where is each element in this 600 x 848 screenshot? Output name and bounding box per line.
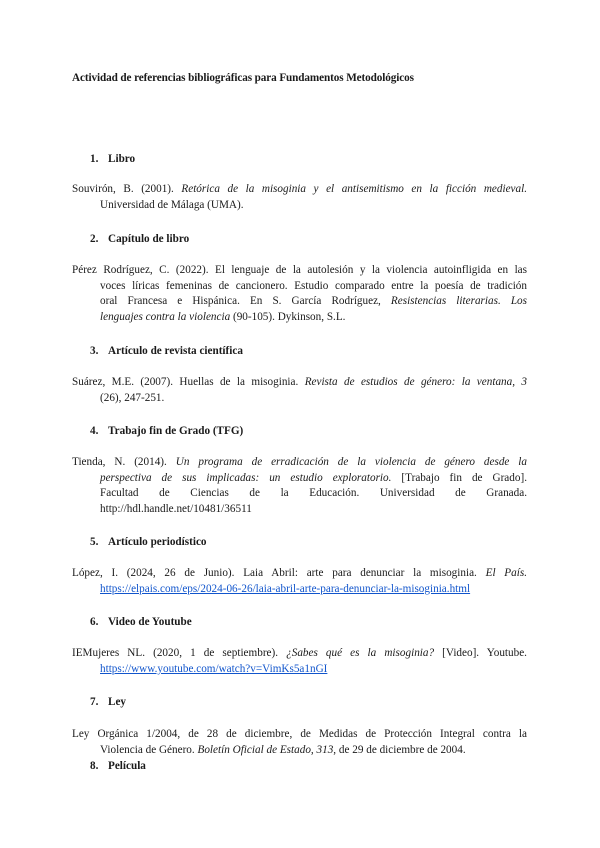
ref-italic-title: El País. <box>485 567 527 579</box>
ref-italic-title: Boletín Oficial de Estado, 313 <box>197 743 334 756</box>
section-heading-revista <box>90 345 243 357</box>
section-number: 5. <box>90 536 99 548</box>
ref-text: [Trabajo fin de Grado]. <box>391 471 527 484</box>
ref-text: oral Francesa e Hispánica. En S. García Rodríguez, <box>100 295 391 308</box>
ref-italic-title: Revista de estudios de género: la ventana, 3 <box>304 376 527 388</box>
ref-italic-title: Resistencias literarias. Los <box>390 295 527 308</box>
reference-youtube <box>72 646 527 677</box>
ref-text: (90-105). Dykinson, S.L. <box>230 310 346 323</box>
ref-text: Souvirón, B. (2001). <box>72 183 182 195</box>
ref-italic-title: Retórica de la misoginia y el antisemitismo en la ficción medieval. <box>181 183 527 195</box>
section-title: Artículo de revista científica <box>108 345 243 357</box>
section-title: Película <box>108 760 146 772</box>
ref-text: (26), 247-251. <box>100 391 165 404</box>
reference-ley <box>72 727 527 758</box>
section-title: Ley <box>108 696 127 708</box>
youtube-link[interactable]: https://www.youtube.com/watch?v=VimKs5a1nGI <box>100 662 328 675</box>
section-heading-tfg <box>90 425 243 437</box>
section-number: 2. <box>90 233 99 245</box>
section-heading-libro <box>90 153 135 165</box>
reference-capitulo <box>72 263 527 325</box>
section-number: 8. <box>90 760 99 772</box>
ref-text: Tienda, N. (2014). <box>72 456 176 468</box>
section-number: 3. <box>90 345 99 357</box>
ref-italic-title: lenguajes contra la violencia <box>100 310 231 323</box>
ref-text: Suárez, M.E. (2007). Huellas de la misoginia. <box>72 376 305 388</box>
ref-text: IEMujeres NL. (2020, 1 de septiembre). <box>72 647 287 659</box>
ref-text: Facultad de Ciencias de la Educación. Universidad de Granada. <box>100 487 527 500</box>
reference-tfg <box>72 455 527 517</box>
ref-text: López, I. (2024, 26 de Junio). Laia Abril: arte para denunciar la misoginia. <box>72 567 486 579</box>
section-title: Capítulo de libro <box>108 233 190 245</box>
ref-text: Violencia de Género. <box>100 743 198 756</box>
ref-text: http://hdl.handle.net/10481/36511 <box>100 502 252 515</box>
section-heading-capitulo <box>90 233 189 245</box>
section-title: Video de Youtube <box>108 616 192 628</box>
reference-revista <box>72 375 527 406</box>
section-number: 7. <box>90 696 99 708</box>
section-number: 4. <box>90 425 99 437</box>
ref-italic-title: perspectiva de sus implicadas: un estudio exploratorio. <box>100 471 392 484</box>
section-number: 1. <box>90 153 99 165</box>
section-heading-pelicula <box>90 760 146 772</box>
section-title: Artículo periodístico <box>108 536 207 548</box>
ref-text: , de 29 de diciembre de 2004. <box>333 743 466 756</box>
ref-italic-title: Un programa de erradicación de la violencia de género desde la <box>175 456 528 468</box>
section-title: Libro <box>108 153 136 165</box>
section-heading-youtube <box>90 616 192 628</box>
reference-libro <box>72 182 527 213</box>
reference-periodistico <box>72 566 527 597</box>
section-title: Trabajo fin de Grado (TFG) <box>108 425 244 437</box>
ref-italic-title: ¿Sabes qué es la misoginia? <box>286 647 435 659</box>
section-number: 6. <box>90 616 99 628</box>
ref-text: voces líricas femeninas de cancionero. Estudio comparado entre la poesía de tradición <box>100 279 527 292</box>
ref-text: Pérez Rodríguez, C. (2022). El lenguaje de la autolesión y la violencia autoinfligida en las <box>72 264 527 276</box>
section-heading-periodistico <box>90 536 207 548</box>
ref-text: [Video]. Youtube. <box>434 647 527 659</box>
document-title: Actividad de referencias bibliográficas para Fundamentos Metodológicos <box>72 72 414 84</box>
ref-text: Universidad de Málaga (UMA). <box>100 198 244 211</box>
ref-text: Ley Orgánica 1/2004, de 28 de diciembre, de Medidas de Protección Integral contra la <box>72 728 527 740</box>
section-heading-ley <box>90 696 126 708</box>
article-link[interactable]: https://elpais.com/eps/2024-06-26/laia-abril-arte-para-denunciar-la-misoginia.html <box>100 582 471 595</box>
